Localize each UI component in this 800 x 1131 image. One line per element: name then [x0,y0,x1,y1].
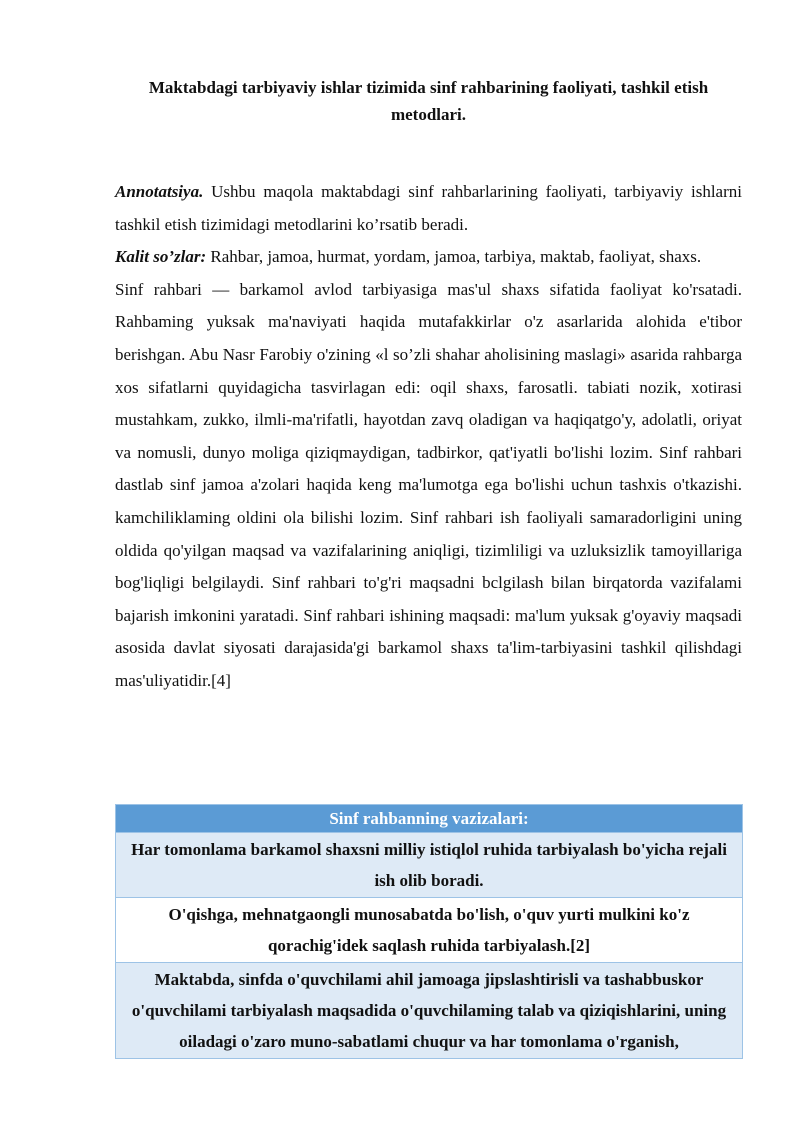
table-row [116,833,743,898]
keywords-text: Rahbar, jamoa, hurmat, yordam, jamoa, tarbiya, maktab, faoliyat, shaxs. [206,247,702,267]
main-paragraph: Sinf rahbari — barkamol avlod tarbiyasiga mas'ul shaxs sifatida faoliyat ko'rsatadi. Rahbaming yuksak ma'naviyati haqida mutafakkirlar o'z asarlarida alohida e'tibor berishgan. Abu Nasr Farobiy o'zining «l so’zli shahar aholisining maslagi» asarida rahbarga xos sifatlarni quyidagicha tasvirlagan edi: oqil shaxs, farosatli. tabiati nozik, xotirasi mustahkam, zukko, ilmli-ma'rifatli, hayotdan zavq oladigan va haqiqatgo'y, adolatli, oriyat va nomusli, dunyo moliga qiziqmaydigan, tadbirkor, qat'iyatli bo'lishi lozim. Sinf rahbari dastlab sinf jamoa a'zolari haqida keng ma'lumotga ega bo'lishi uchun tashxis o'tkazishi. kamchiliklaming oldini ola bilishi lozim. Sinf rahbari ish faoliyali samaradorligini uning oldida qo'yilgan maqsad va vazifalarining aniqligi, tizimliligi va uzluksizlik tamoyillariga bog'liqligi belgilaydi. Sinf rahbari to'g'ri maqsadni bclgilash bilan birqatorda vazifalami bajarish imkonini yaratadi. Sinf rahbari ishining maqsadi: ma'lum yuksak g'oyaviy maqsadi asosida davlat siyosati darajasida'gi barkamol shaxs ta'lim-tarbiyasini tashkil qilishdagi mas'uliyatidir.[4] [115,279,742,690]
annotation-paragraph [115,176,742,241]
table-cell: O'qishga, mehnatgaongli munosabatda bo'lish, o'quv yurti mulkini ko'z qorachig'idek saqlash ruhida tarbiyalash.[2] [116,898,743,963]
document-title: Maktabdagi tarbiyaviy ishlar tizimida sinf rahbarining faoliyati, tashkil etish metodlari. [148,78,709,124]
duties-table [115,804,743,1059]
table-header-row [116,805,743,833]
document-body [115,176,742,698]
table-row [116,963,743,1059]
annotation-text: Ushbu maqola maktabdagi sinf rahbarlarining faoliyati, tarbiyaviy ishlarni tashkil etish tizimidagi metodlarini ko’rsatib beradi. [115,182,742,234]
keywords-paragraph [115,241,742,274]
table-cell: Har tomonlama barkamol shaxsni milliy istiqlol ruhida tarbiyalash bo'yicha rejali ish olib boradi. [116,833,743,898]
table-cell: Maktabda, sinfda o'quvchilami ahil jamoaga jipslashtirisli va tashabbuskor o'quvchilami tarbiyalash maqsadida o'quvchilaming talab va qiziqishlarini, uning oiladagi o'zaro muno-sabatlami chuqur va har tomonlama o'rganish, [116,963,743,1059]
table-header: Sinf rahbanning vazizalari: [116,805,743,833]
keywords-label: Kalit so’zlar: [115,247,207,267]
table-row [116,898,743,963]
annotation-label: Annotatsiya. [115,182,204,201]
